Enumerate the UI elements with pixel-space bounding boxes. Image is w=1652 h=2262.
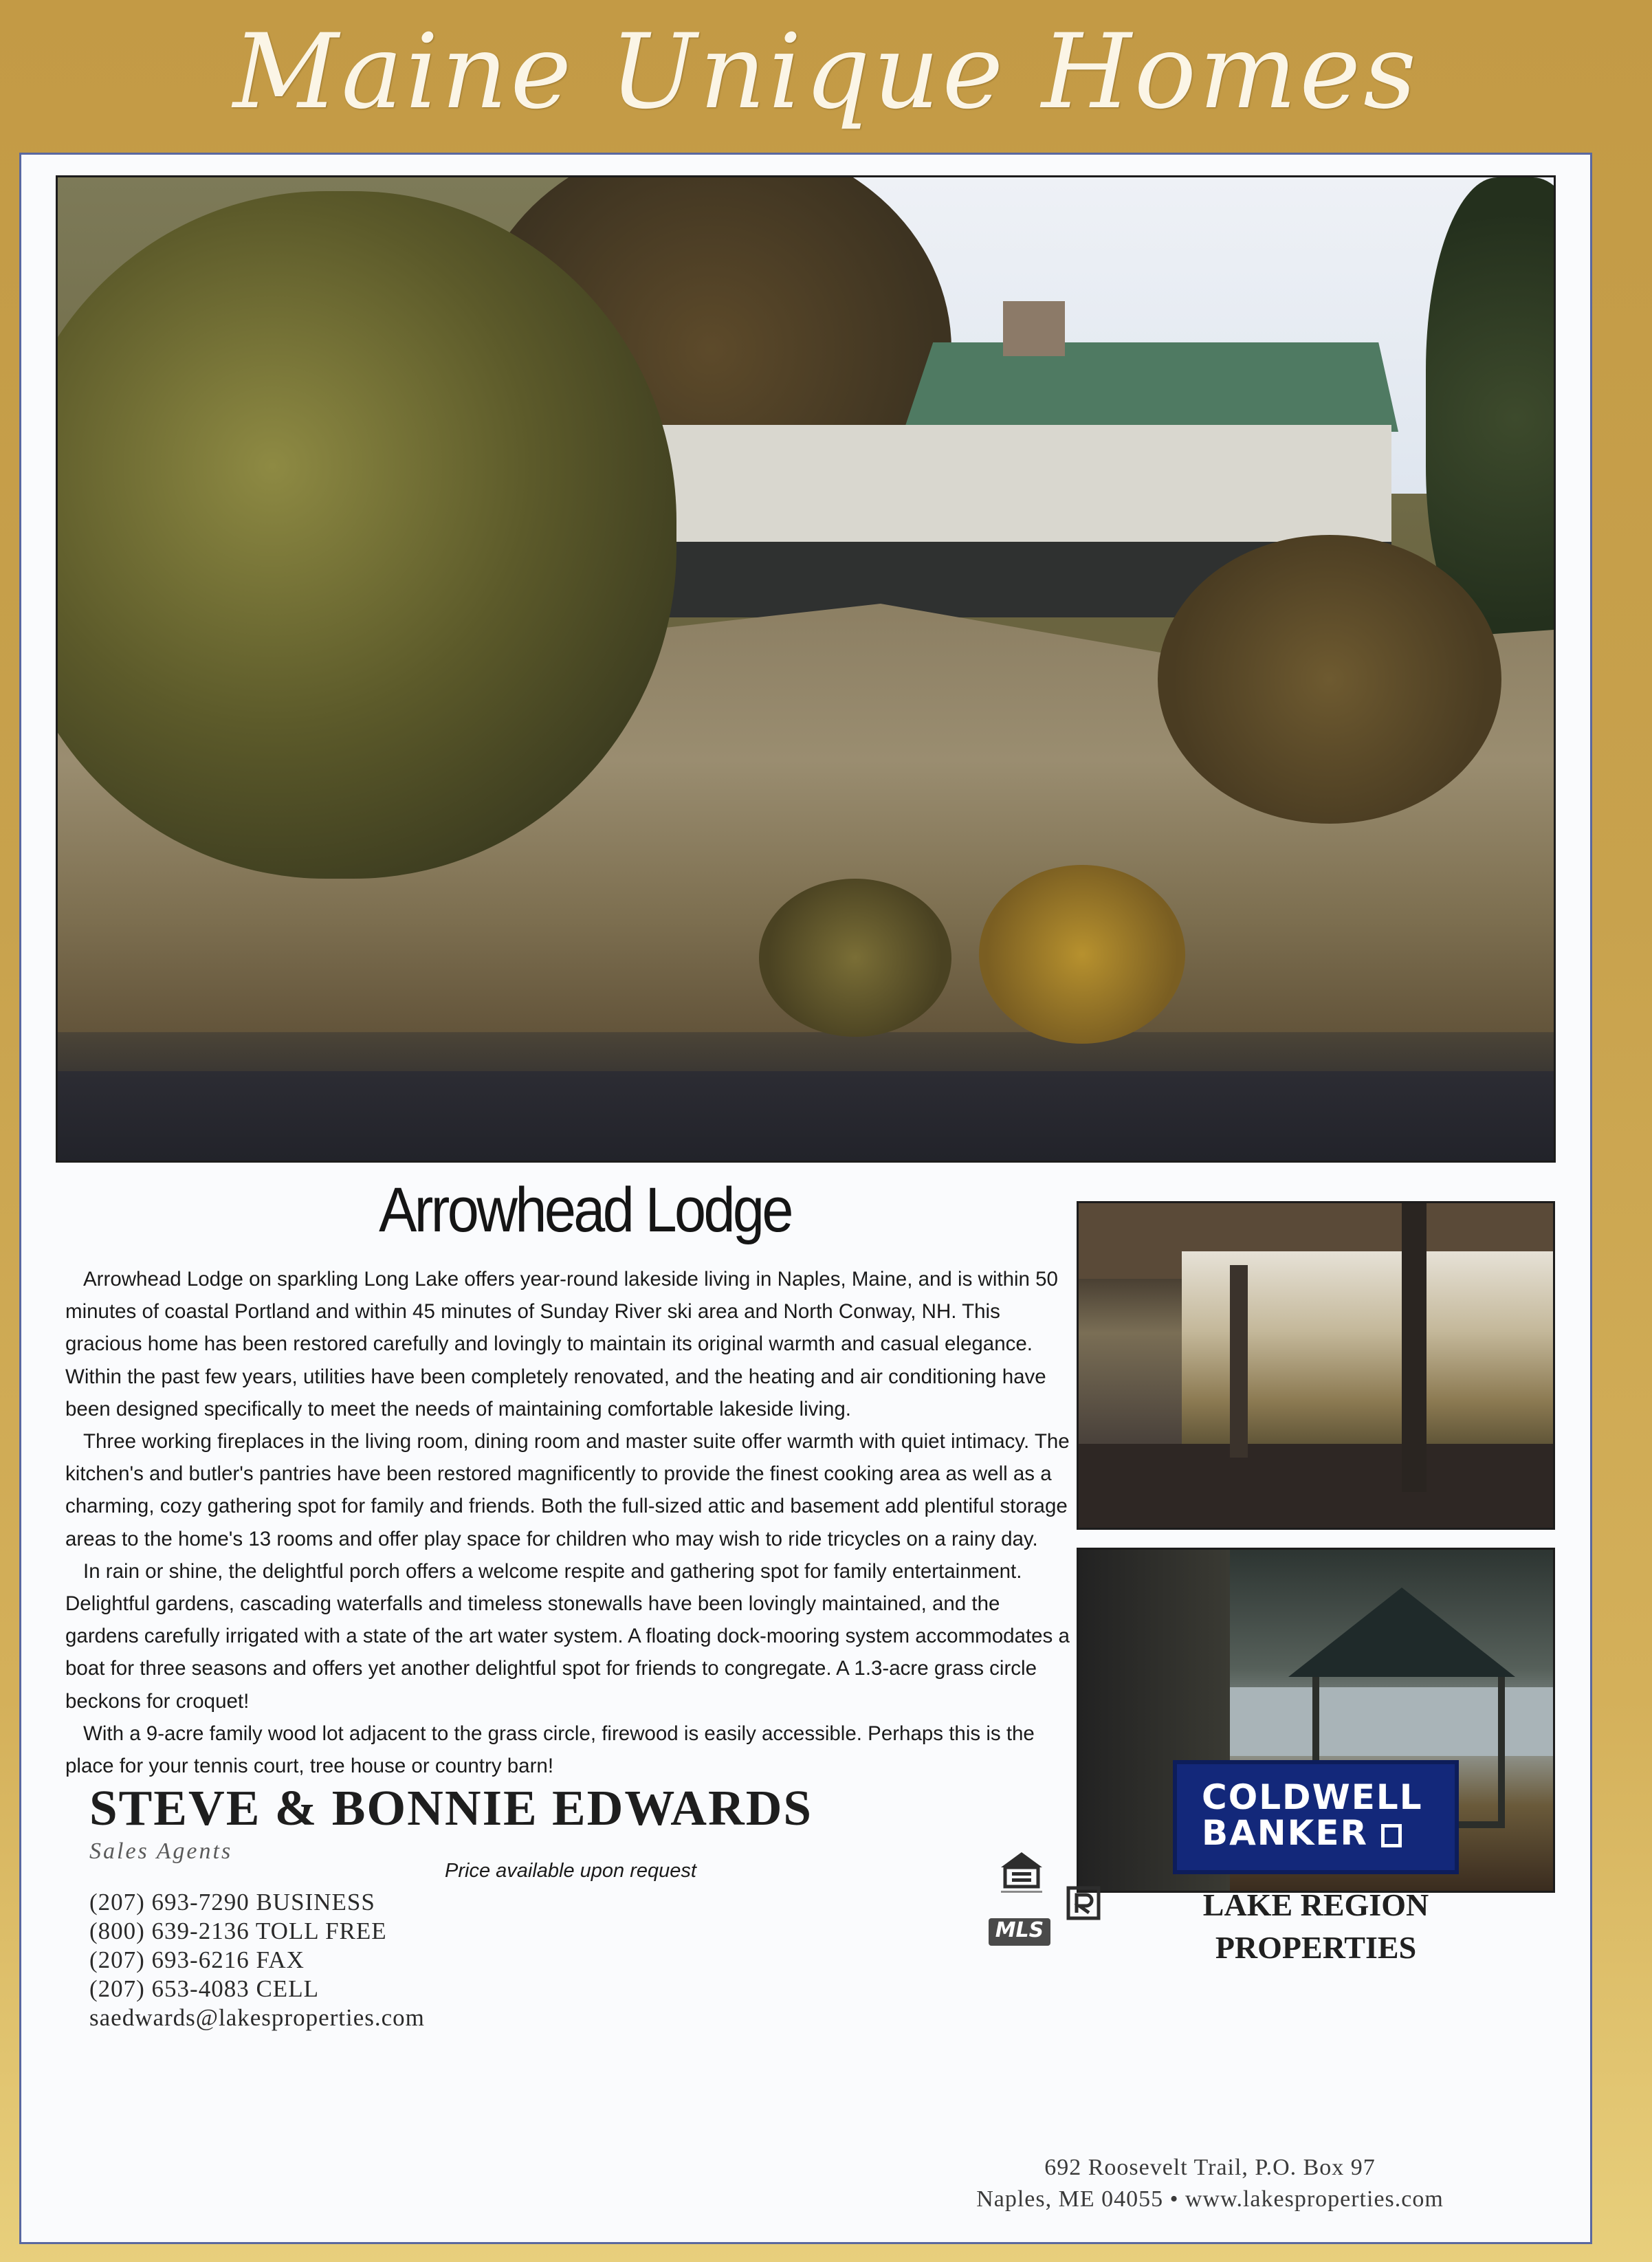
email-link[interactable]: saedwards@lakesproperties.com bbox=[89, 2004, 425, 2031]
agent-block bbox=[89, 1781, 813, 2032]
description-paragraph: With a 9-acre family wood lot adjacent to the grass circle, firewood is easily accessible. Perhaps this is the place for your tennis court, tree house or country barn! bbox=[65, 1722, 1035, 1778]
address-street: 692 Roosevelt Trail, P.O. Box 97 bbox=[1044, 2155, 1376, 2180]
price-note: Price available upon request bbox=[445, 1860, 696, 1882]
phone-fax: (207) 693-6216 FAX bbox=[89, 1946, 305, 1973]
office-name: LAKE REGION PROPERTIES bbox=[1202, 1887, 1429, 1965]
mls-icon: MLS bbox=[989, 1918, 1050, 1946]
description-paragraph: In rain or shine, the delightful porch offers a welcome respite and gathering spot for family entertainment. Delightful gardens, cascading waterfalls and timeless stonewalls have been lovingly maintained, and the gardens carefully irrigated with a state of the art water system. A floating dock-mooring system accommodates a boat for three seasons and offers yet another delightful spot for friends to congregate. A 1.3-acre grass circle beckons for croquet! bbox=[65, 1559, 1070, 1713]
description-paragraph: Arrowhead Lodge on sparkling Long Lake offers year-round lakeside living in Naples, Maine, and is within 50 minutes of coastal Portland and within 45 minutes of Sunday River ski area and North Conway, NH. This gracious home has been restored carefully and lovingly to maintain its original warmth and casual elegance. Within the past few years, utilities have been completely renovated, and the heating and air conditioning have been designed specifically to meet the needs of maintaining comfortable lakeside living. bbox=[65, 1268, 1058, 1420]
phone-cell: (207) 653-4083 CELL bbox=[89, 1975, 319, 2002]
compliance-icons bbox=[969, 1849, 1121, 1966]
equal-housing-icon bbox=[997, 1849, 1046, 1898]
porch-photo bbox=[1077, 1201, 1555, 1530]
lodge-hero-photo bbox=[56, 175, 1556, 1163]
logo-line-1: COLDWELL bbox=[1202, 1777, 1423, 1817]
realtor-icon bbox=[1066, 1885, 1104, 1926]
coldwell-banker-logo bbox=[1173, 1760, 1459, 1874]
address-city-website[interactable]: Naples, ME 04055 • www.lakesproperties.com bbox=[976, 2186, 1444, 2212]
logo-line-2: BANKER bbox=[1202, 1815, 1455, 1851]
magazine-masthead: Maine Unique Homes bbox=[232, 12, 1420, 132]
description-paragraph: Three working fireplaces in the living room, dining room and master suite offer warmth with quiet intimacy. The kitchen's and butler's pantries have been restored magnificently to provide the finest cooking area as well as a charming, cozy gathering spot for family and friends. Both the full-sized attic and basement add plentiful storage areas to the home's 13 rooms and offer play space for children who may wish to ride tricycles on a rainy day. bbox=[65, 1430, 1070, 1550]
logo-door-icon bbox=[1381, 1824, 1402, 1847]
agent-role: Sales Agents bbox=[89, 1838, 233, 1864]
listing-title: Arrowhead Lodge bbox=[379, 1175, 791, 1245]
phone-business: (207) 693-7290 BUSINESS bbox=[89, 1889, 375, 1915]
agent-name: STEVE & BONNIE EDWARDS bbox=[89, 1780, 813, 1836]
agent-contacts bbox=[89, 1888, 813, 2032]
office-address bbox=[859, 2152, 1561, 2215]
phone-toll-free: (800) 639-2136 TOLL FREE bbox=[89, 1918, 387, 1944]
listing-description bbox=[65, 1263, 1076, 1782]
